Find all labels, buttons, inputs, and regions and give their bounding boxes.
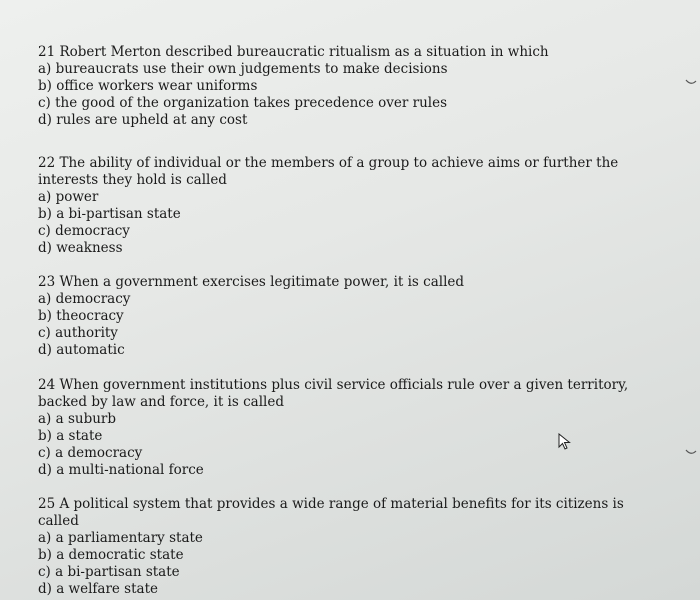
question-21 bbox=[38, 44, 658, 129]
option-c: c) democracy bbox=[38, 223, 130, 239]
option-a: a) power bbox=[38, 189, 99, 205]
option-b: b) theocracy bbox=[38, 308, 124, 324]
chevron-icon bbox=[684, 76, 698, 90]
question-text: 21 Robert Merton described bureaucratic ritualism as a situation in which bbox=[38, 44, 549, 60]
option-c: c) a democracy bbox=[38, 445, 143, 461]
question-22 bbox=[38, 155, 658, 257]
option-d: d) a multi-national force bbox=[38, 462, 204, 478]
option-b: b) a bi-partisan state bbox=[38, 206, 181, 222]
option-b: b) a democratic state bbox=[38, 547, 184, 563]
option-a: a) democracy bbox=[38, 291, 131, 307]
question-text: 22 The ability of individual or the members of a group to achieve aims or further the interests they hold is called bbox=[38, 155, 619, 188]
option-d: d) automatic bbox=[38, 342, 125, 358]
option-d: d) weakness bbox=[38, 240, 123, 256]
option-c: c) the good of the organization takes precedence over rules bbox=[38, 95, 448, 111]
option-b: b) a state bbox=[38, 428, 103, 444]
question-text: 24 When government institutions plus civil service officials rule over a given territory, backed by law and force, it is called bbox=[38, 377, 629, 410]
question-24 bbox=[38, 377, 658, 479]
question-23 bbox=[38, 274, 658, 359]
option-a: a) a suburb bbox=[38, 411, 117, 427]
mouse-pointer-icon bbox=[557, 433, 573, 451]
option-d: d) rules are upheld at any cost bbox=[38, 112, 248, 128]
chevron-icon bbox=[684, 446, 698, 460]
option-a: a) a parliamentary state bbox=[38, 530, 203, 546]
question-text: 23 When a government exercises legitimate power, it is called bbox=[38, 274, 465, 290]
option-a: a) bureaucrats use their own judgements to make decisions bbox=[38, 61, 448, 77]
option-c: c) a bi-partisan state bbox=[38, 564, 180, 580]
option-b: b) office workers wear uniforms bbox=[38, 78, 258, 94]
option-d: d) a welfare state bbox=[38, 581, 158, 597]
question-text: 25 A political system that provides a wide range of material benefits for its citizens is called bbox=[38, 496, 624, 529]
question-25 bbox=[38, 496, 658, 598]
option-c: c) authority bbox=[38, 325, 118, 341]
